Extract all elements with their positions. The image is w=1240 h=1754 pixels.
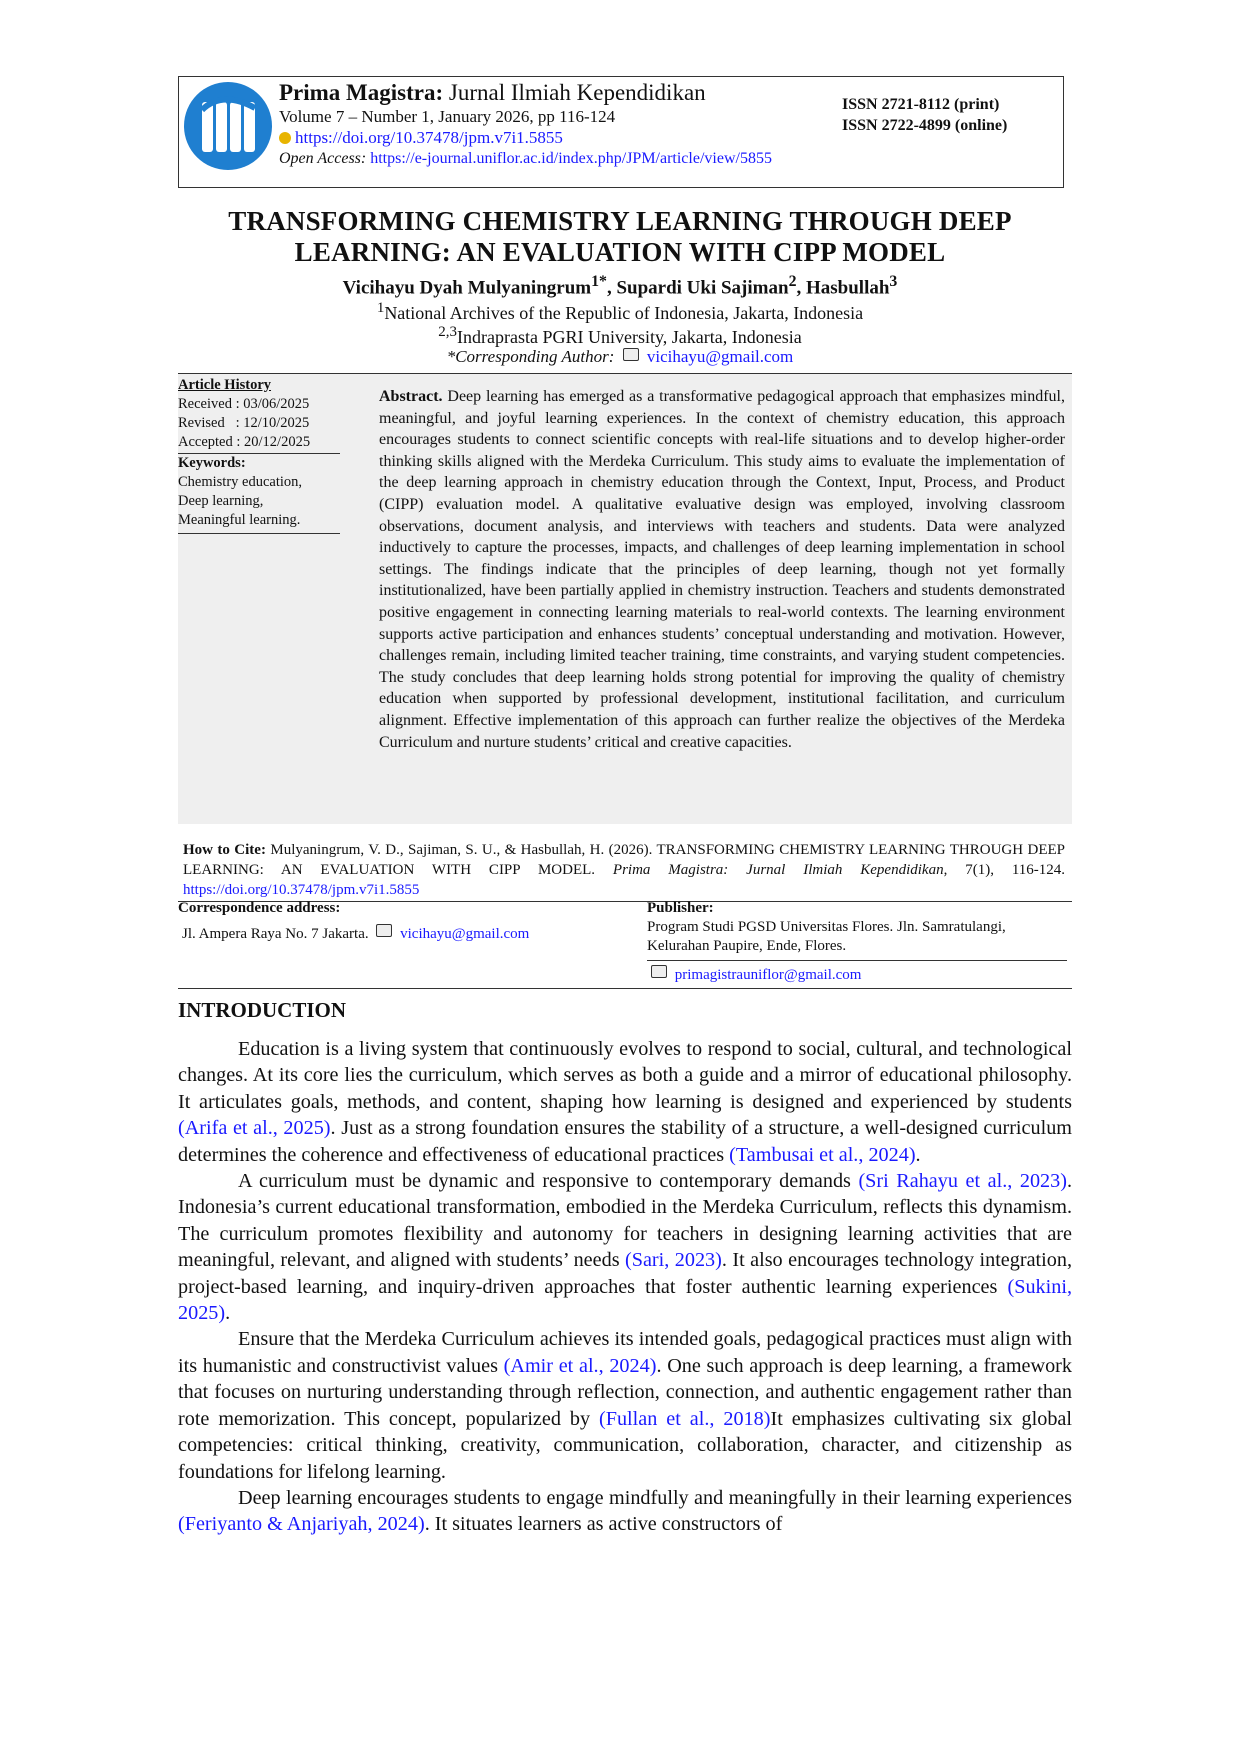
journal-subtitle: Jurnal Ilmiah Kependidikan [448,80,706,105]
abstract-body: Deep learning has emerged as a transformative pedagogical approach that emphasizes mindful, meaningful, and joyful learning experiences. In the context of chemistry education, this approach encourages students to connect scientific concepts with real-life situations and to develop higher-order thinking skills aligned with the Merdeka Curriculum. This study aims to evaluate the implementation of the deep learning approach in chemistry education through the Context, Input, Process, and Product (CIPP) evaluation model. A qualitative evaluative design was employed, involving classroom observations, document analysis, and interviews with teachers and students. Data were analyzed inductively to capture the processes, impacts, and challenges of deep learning implementation in school settings. The findings indicate that the principles of deep learning, though not yet formally institutionalized, have been partially applied in chemistry instruction. Teachers and students demonstrated positive engagement in connecting learning materials to real-world contexts. The learning environment supports active participation and enhances students’ conceptual understanding and motivation. However, challenges remain, including limited teacher training, time constraints, and varying student competencies. The study concludes that deep learning holds strong potential for improving the quality of chemistry education when supported by professional development, institutional facilitation, and curriculum alignment. Effective implementation of this approach can further realize the objectives of the Merdeka Curriculum and nurture students’ critical and creative capacities. [379,388,1066,751]
keyword-item: Deep learning, [178,493,264,509]
cite-journal: Prima Magistra: Jurnal Ilmiah Kependidikan [612,862,944,878]
keywords-heading: Keywords: [178,455,246,471]
abstract-label: Abstract. [379,388,443,405]
intro-paragraph [178,1036,1072,1168]
article-history [178,376,340,534]
doi-line [279,127,839,148]
cite-doi-link[interactable]: https://doi.org/10.37478/jpm.v7i1.5855 [183,882,420,898]
abstract [379,386,1065,753]
author-list [190,271,1050,299]
corresponding-email-link[interactable]: vicihayu@gmail.com [646,347,794,366]
author-1-sup: 1* [591,273,607,290]
intro-paragraph [178,1326,1072,1484]
intro-text: . [915,1143,921,1166]
history-heading: Article History [178,377,272,393]
intro-text: . Just as a strong foundation ensures the stability of a structure, a well-designed curriculum determines the coherence and effectiveness of educational practices [178,1117,1073,1166]
intro-text: . It also encourages technology integration, project-based learning, and inquiry-driven approaches that foster authentic learning experiences [178,1249,1072,1298]
intro-text: A curriculum must be dynamic and responsive to contemporary demands [238,1170,859,1193]
introduction-body [178,1036,1072,1538]
publisher-info [647,899,1067,985]
intro-text: It emphasizes cultivating six global competencies: critical thinking, creativity, communication, collaboration, character, and citizenship as foundations for lifelong learning. [178,1407,1072,1483]
open-access-line [279,148,839,169]
intro-text: Education is a living system that continuously evolves to respond to social, cultural, and technological changes. At its core lies the curriculum, which serves as both a guide and a mirror of educational philosophy. It articulates goals, methods, and content, shaping how learning is designed and experienced by students [178,1038,1072,1113]
keyword-item: Meaningful learning. [178,512,301,528]
doi-link[interactable]: https://doi.org/10.37478/jpm.v7i1.5855 [295,128,563,147]
intro-paragraph [178,1485,1072,1538]
title-line-2: LEARNING: AN EVALUATION WITH CIPP MODEL [294,237,946,267]
correspondence-address [178,899,618,944]
publisher-email-link[interactable]: primagistrauniflor@gmail.com [674,967,862,983]
divider-bottom [178,988,1072,989]
introduction-heading: INTRODUCTION [178,998,347,1022]
history-revised: Revised : 12/10/2025 [178,415,310,431]
corresponding-author [190,346,1050,368]
keyword-item: Chemistry education, [178,474,303,490]
cite-label: How to Cite: [183,842,266,858]
intro-text: Ensure that the Merdeka Curriculum achieves its intended goals, pedagogical practices must align with its humanistic and constructivist values [178,1328,1072,1377]
citation-link[interactable]: (Sari, 2023) [625,1249,722,1272]
issn-print: ISSN 2721-8112 (print) [842,96,1000,113]
correspondence-email-link[interactable]: vicihayu@gmail.com [400,926,530,942]
journal-title [279,80,839,106]
citation-link[interactable]: (Sri Rahayu et al., 2023) [858,1170,1067,1193]
citation-link[interactable]: (Sukini, 2025) [178,1275,1072,1325]
corresponding-label: *Corresponding Author: [446,347,615,366]
author-3-sup: 3 [889,273,898,290]
article-title [190,206,1050,268]
title-line-1: TRANSFORMING CHEMISTRY LEARNING THROUGH DEEP [228,206,1012,236]
journal-logo [182,80,274,172]
citation-link[interactable]: (Amir et al., 2024) [503,1354,657,1377]
journal-name: Prima Magistra: [279,80,444,105]
volume-info: Volume 7 – Number 1, January 2026, pp 116-124 [279,107,616,126]
open-access-label: Open Access: [279,150,367,167]
affiliation-1 [190,297,1050,324]
mail-icon [623,348,639,361]
how-to-cite [183,840,1065,900]
publisher-address: Program Studi PGSD Universitas Flores. Jln. Samratulangi, Kelurahan Paupire, Ende, Flores. [647,919,1006,954]
affiliation-2 [190,321,1050,348]
history-accepted: Accepted : 20/12/2025 [178,434,311,450]
citation-link[interactable]: (Fullan et al., 2018) [599,1407,771,1430]
history-received: Received : 03/06/2025 [178,396,310,412]
cite-volume: , 7(1), 116-124. [943,862,1066,878]
intro-paragraph [178,1168,1072,1326]
cite-text: Mulyaningrum, V. D., Sajiman, S. U., & Hasbullah, H. (2026). TRANSFORMING CHEMISTRY LEARNING THROUGH DEEP LEARNING: AN EVALUATION WITH CIPP MODEL. [183,842,1065,878]
author-sep: , [796,277,806,299]
mail-icon [376,924,392,937]
author-sep: , [606,277,617,299]
affiliation-1-sup: 1 [376,300,385,316]
issn-online: ISSN 2722-4899 (online) [842,117,1008,134]
correspondence-label: Correspondence address: [178,900,341,916]
open-access-link[interactable]: https://e-journal.uniflor.ac.id/index.php/JPM/article/view/5855 [370,150,772,167]
affiliation-1-text: National Archives of the Republic of Indonesia, Jakarta, Indonesia [384,303,864,323]
author-1: Vicihayu Dyah Mulyaningrum [342,277,592,299]
author-2-sup: 2 [788,273,797,290]
intro-text: . One such approach is deep learning, a framework that focuses on nurturing understanding through reflection, connection, and authentic engagement rather than rote memorization. This concept, popularized by [178,1354,1073,1430]
issn-block [842,94,1007,136]
intro-text: . Indonesia’s current educational transformation, embodied in the Merdeka Curriculum, reflects this dynamism. The curriculum promotes flexibility and autonomy for teachers in designing learning activities that are meaningful, relevant, and aligned with students’ needs [178,1170,1072,1272]
mail-icon [651,965,667,978]
citation-link[interactable]: (Tambusai et al., 2024) [729,1143,916,1166]
author-3: Hasbullah [805,277,890,299]
author-2: Supardi Uki Sajiman [616,277,789,299]
citation-link[interactable]: (Feriyanto & Anjariyah, 2024) [178,1513,425,1536]
intro-text: Deep learning encourages students to engage mindfully and meaningfully in their learning experiences [238,1486,1072,1509]
affiliation-2-sup: 2,3 [438,324,457,340]
correspondence-address-text: Jl. Ampera Raya No. 7 Jakarta. [182,926,369,942]
journal-info [279,80,839,169]
publisher-label: Publisher: [647,900,714,916]
intro-text: . [225,1302,231,1325]
intro-text: . It situates learners as active constructors of [424,1513,783,1536]
doi-icon [279,132,291,144]
citation-link[interactable]: (Arifa et al., 2025) [178,1117,331,1140]
affiliation-2-text: Indraprasta PGRI University, Jakarta, Indonesia [457,327,802,347]
